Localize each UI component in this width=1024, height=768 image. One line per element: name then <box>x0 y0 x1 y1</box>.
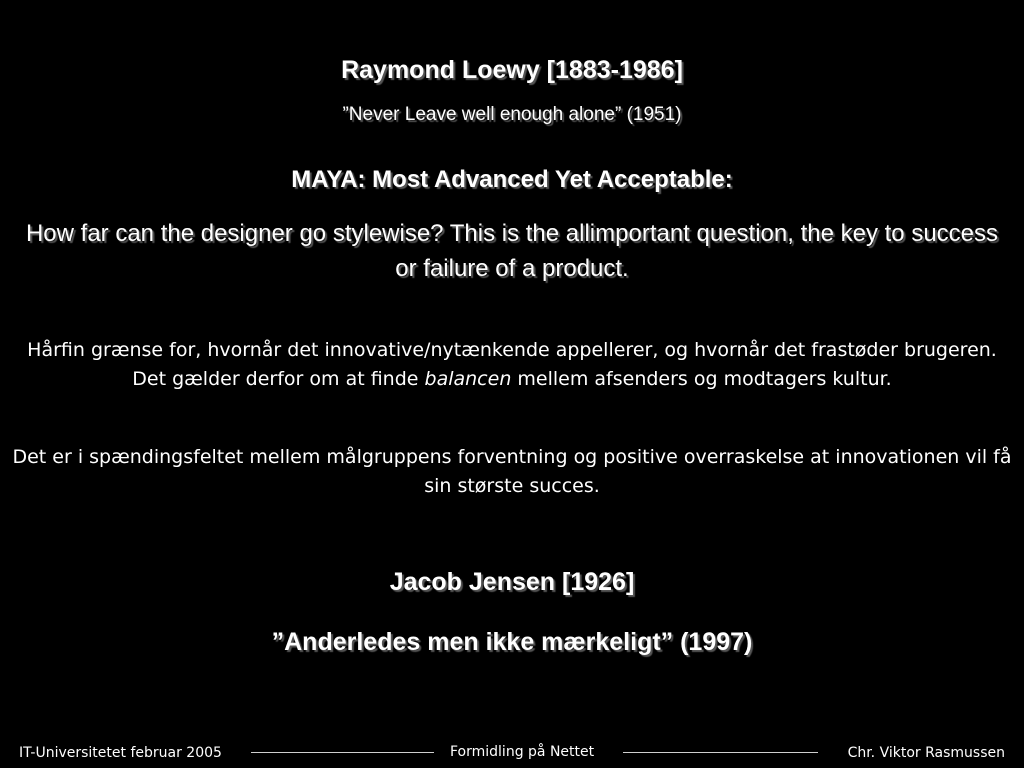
paragraph-balance <box>20 336 1004 394</box>
title-jacob-jensen: Jacob Jensen [1926] <box>389 568 635 596</box>
design-question: How far can the designer go stylewise? This is the allimportant question, the key to success or failure of a product. <box>25 220 999 282</box>
paragraph-balance-line1: Hårfin grænse for, hvornår det innovative/nytænkende appellerer, og hvornår det frastøder brugeren. <box>27 339 997 361</box>
quote-jensen: ”Anderledes men ikke mærkeligt” (1997) <box>271 628 753 656</box>
paragraph-balance-line2-end: mellem afsenders og modtagers kultur. <box>511 368 892 390</box>
paragraph-tension-field: Det er i spændingsfeltet mellem målgruppens forventning og positive overraskelse at innovationen vil få sin største succes. <box>12 446 1012 497</box>
title-raymond-loewy: Raymond Loewy [1883-1986] <box>341 56 683 84</box>
paragraph-balance-line2-start: Det gælder derfor om at finde <box>132 368 425 390</box>
footer-course-title: Formidling på Nettet <box>450 744 595 760</box>
maya-heading: MAYA: Most Advanced Yet Acceptable: <box>291 166 733 193</box>
footer-institution: IT-Universitetet februar 2005 <box>19 745 222 761</box>
emphasis-balancen: balancen <box>424 368 512 390</box>
quote-loewy: ”Never Leave well enough alone” (1951) <box>342 104 682 125</box>
footer-divider-left <box>251 752 434 753</box>
footer-author: Chr. Viktor Rasmussen <box>847 745 1005 761</box>
footer-divider-right <box>623 752 818 753</box>
